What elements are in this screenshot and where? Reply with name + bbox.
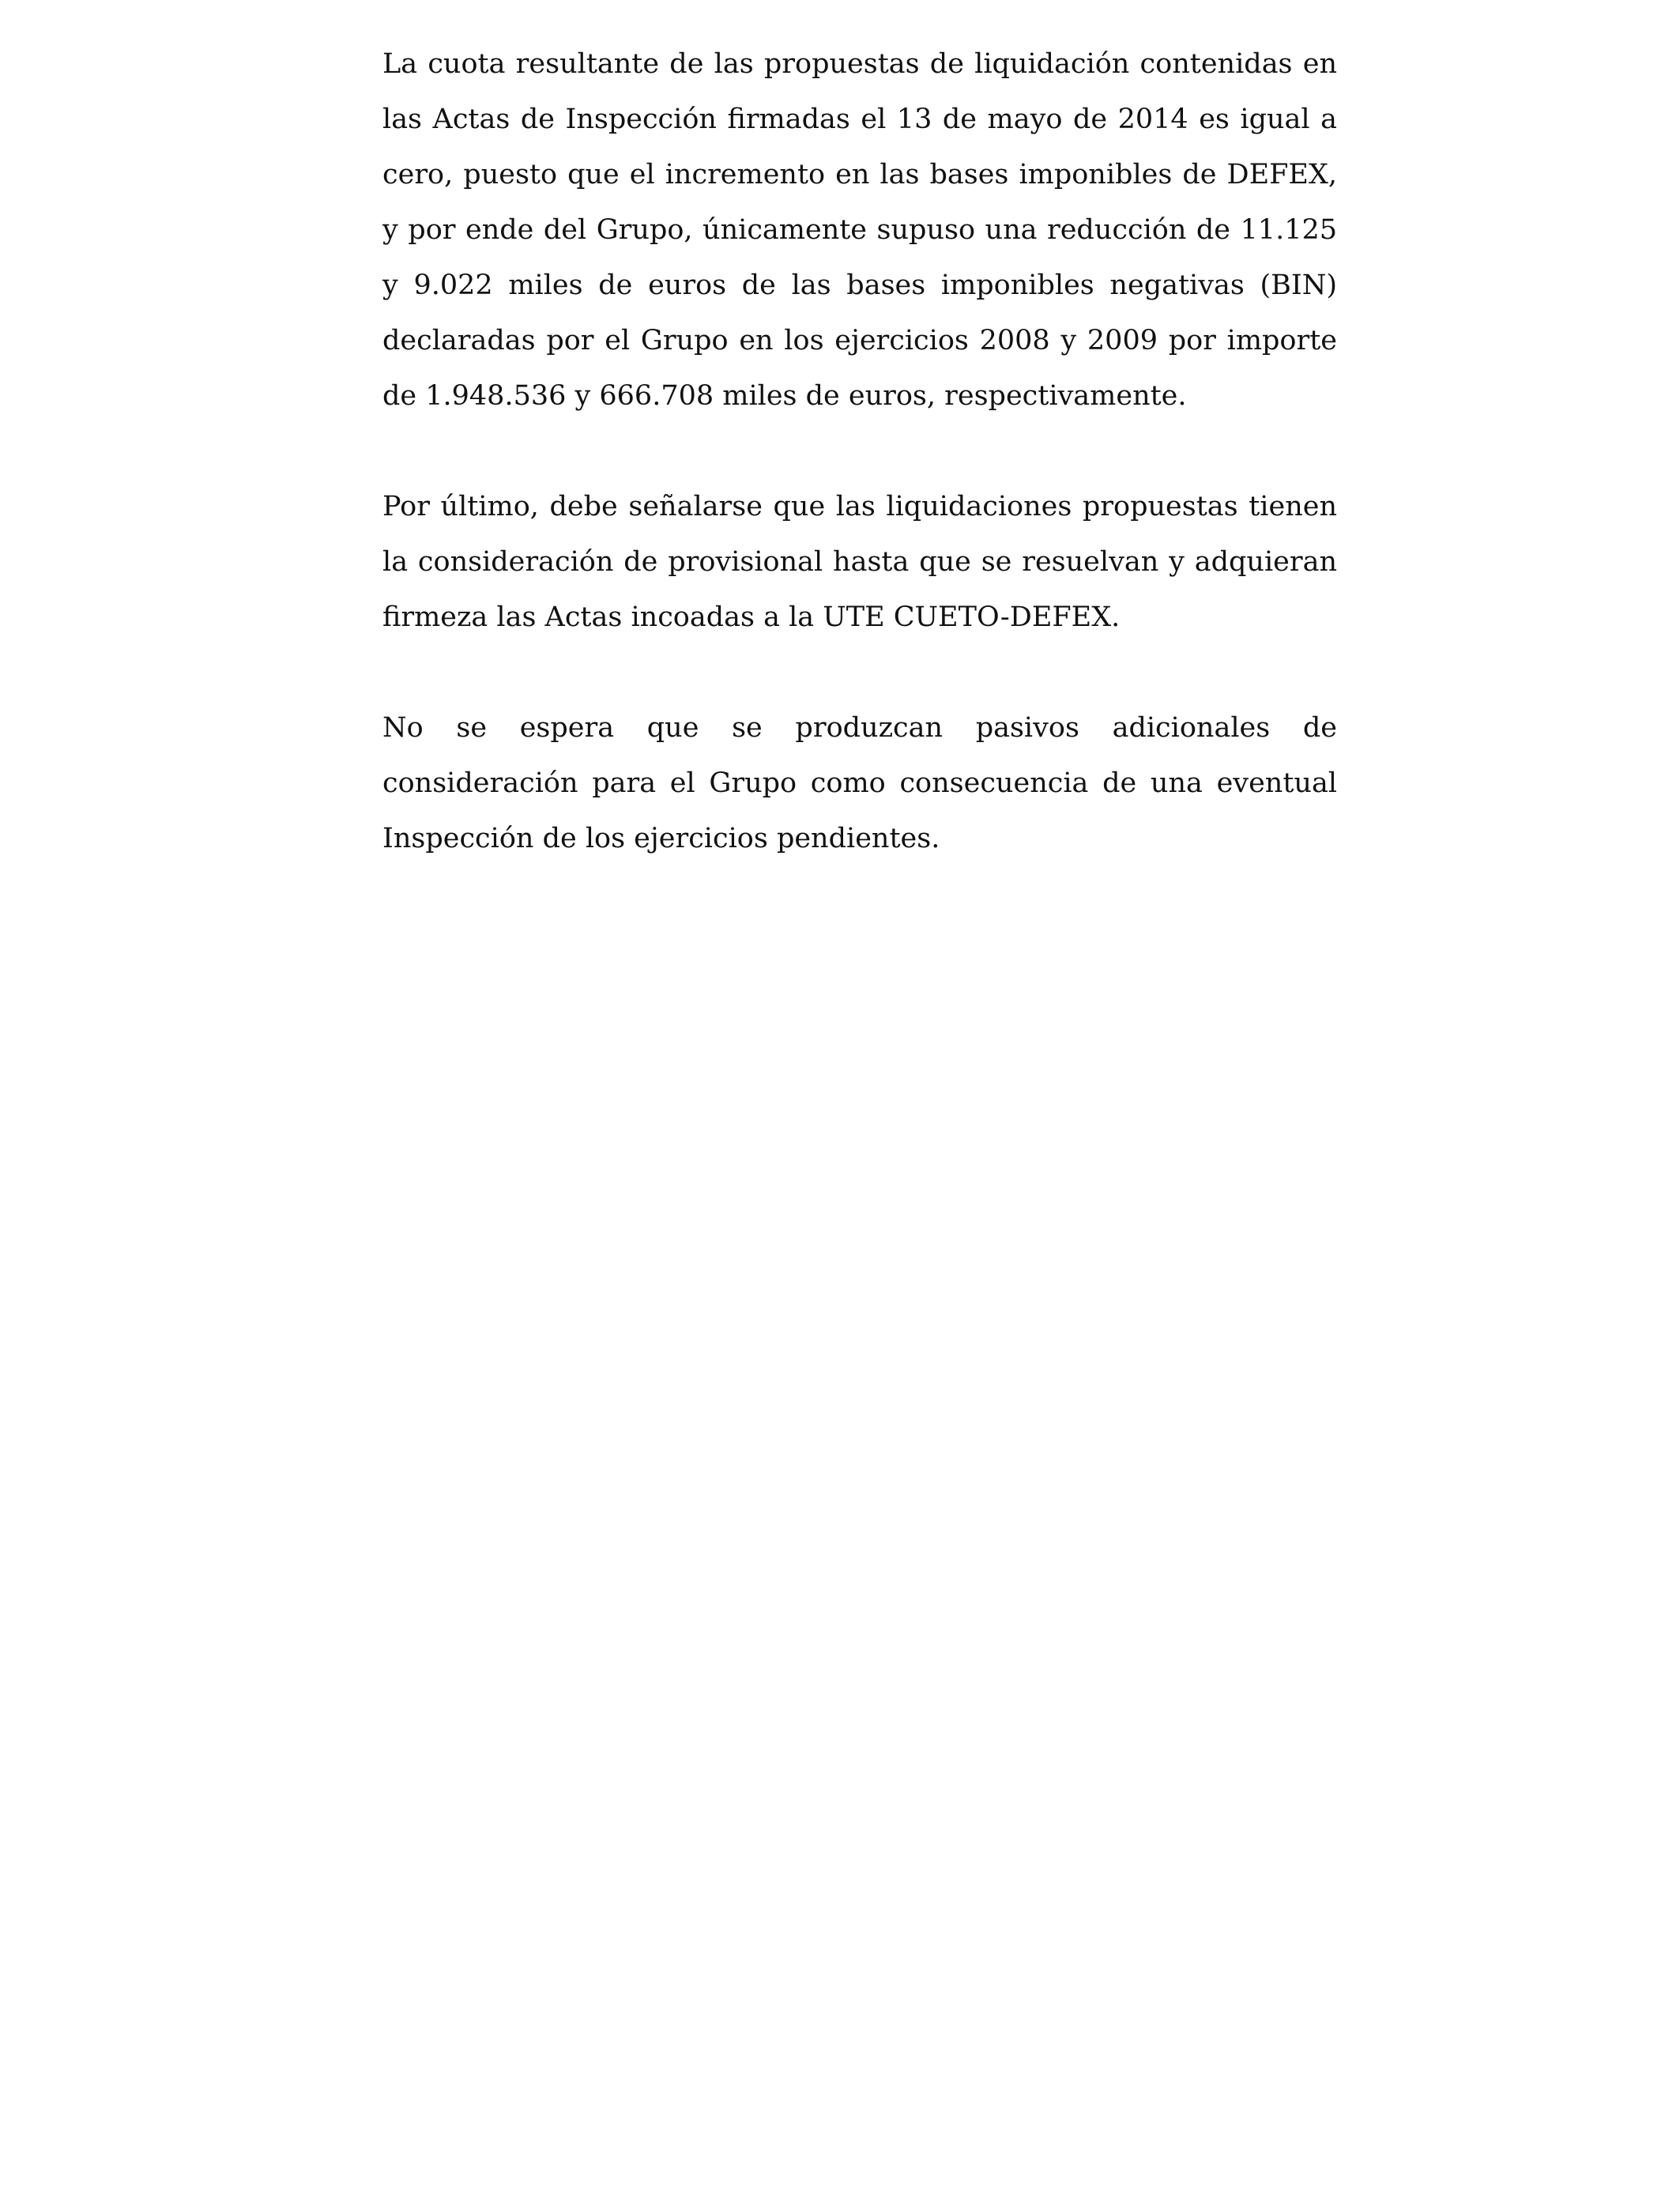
- document-body: [382, 36, 1337, 866]
- paragraph-additional-liabilities: No se espera que se produzcan pasivos adicionales de consideración para el Grupo como consecuencia de una eventual Inspección de los ejercicios pendientes.: [382, 712, 1337, 854]
- paragraph-tax-assessment: La cuota resultante de las propuestas de liquidación contenidas en las Actas de Inspección firmadas el 13 de mayo de 2014 es igual a cero, puesto que el incremento en las bases imponibles de DEFEX, y por ende del Grupo, únicamente supuso una reducción de 11.125 y 9.022 miles de euros de las bases imponibles negativas (BIN) declaradas por el Grupo en los ejercicios 2008 y 2009 por importe de 1.948.536 y 666.708 miles de euros, respectivamente.: [382, 48, 1337, 412]
- paragraph-provisional-settlements: Por último, debe señalarse que las liquidaciones propuestas tienen la consideración de provisional hasta que se resuelvan y adquieran firmeza las Actas incoadas a la UTE CUETO-DEFEX.: [382, 491, 1337, 633]
